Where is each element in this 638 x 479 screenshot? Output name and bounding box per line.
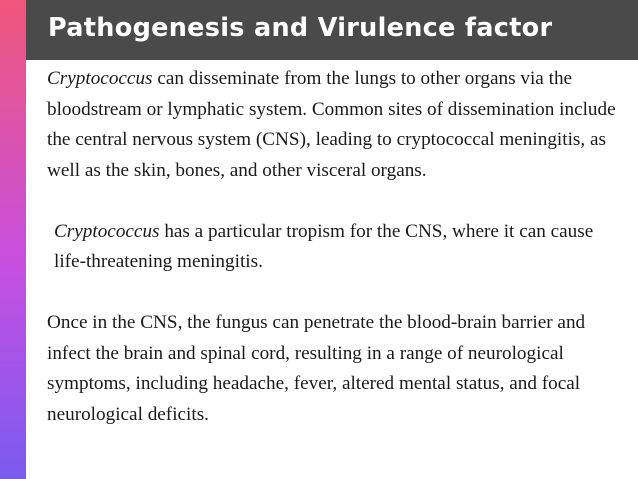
accent-bar: [0, 0, 26, 479]
organism-name: Cryptococcus: [47, 68, 153, 89]
paragraph-text: can disseminate from the lungs to other organs via the bloodstream or lymphatic system. Common sites of dissemination include the central nervous system (CNS), leading to cryptococcal meningitis, as well as the skin, bones, and other visceral organs.: [47, 68, 616, 181]
paragraph-text: Once in the CNS, the fungus can penetrate the blood-brain barrier and infect the brain and spinal cord, resulting in a range of neurological symptoms, including headache, fever, altered mental status, and focal neurological deficits.: [47, 312, 586, 425]
paragraph-dissemination: [47, 64, 622, 186]
paragraph-tropism: [47, 217, 622, 278]
paragraph-text: has a particular tropism for the CNS, where it can cause life-threatening meningitis.: [54, 220, 594, 272]
organism-name: Cryptococcus: [54, 220, 160, 242]
slide-body: [47, 64, 622, 430]
paragraph-cns-infection: [47, 308, 622, 430]
slide-title: Pathogenesis and Virulence factor: [48, 13, 553, 43]
